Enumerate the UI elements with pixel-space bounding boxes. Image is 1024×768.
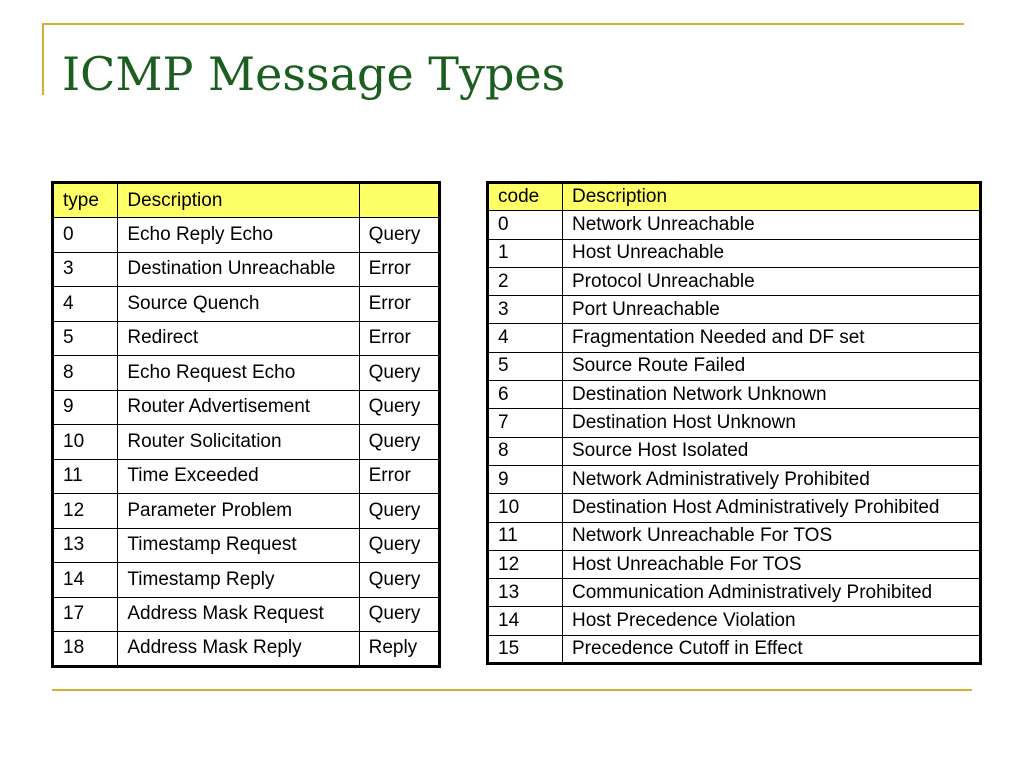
description-cell: Destination Host Administratively Prohibited — [563, 494, 981, 522]
table-row — [488, 494, 981, 522]
code-cell: 14 — [488, 607, 563, 635]
type-cell: 3 — [53, 252, 118, 287]
description-cell: Echo Reply Echo — [118, 218, 359, 253]
table-header-row — [488, 183, 981, 211]
description-cell: Destination Unreachable — [118, 252, 359, 287]
category-cell: Query — [359, 390, 439, 425]
description-cell: Network Unreachable — [563, 211, 981, 239]
description-cell: Source Route Failed — [563, 352, 981, 380]
code-cell: 3 — [488, 296, 563, 324]
description-cell: Communication Administratively Prohibited — [563, 579, 981, 607]
table-row — [488, 352, 981, 380]
type-cell: 0 — [53, 218, 118, 253]
description-cell: Protocol Unreachable — [563, 267, 981, 295]
type-cell: 9 — [53, 390, 118, 425]
column-header-description: Description — [563, 183, 981, 211]
table-row — [488, 465, 981, 493]
type-cell: 13 — [53, 528, 118, 563]
type-cell: 5 — [53, 321, 118, 356]
table-row — [53, 252, 440, 287]
description-cell: Echo Request Echo — [118, 356, 359, 391]
category-cell: Query — [359, 218, 439, 253]
table-row — [53, 321, 440, 356]
description-cell: Router Advertisement — [118, 390, 359, 425]
description-cell: Time Exceeded — [118, 459, 359, 494]
category-cell: Error — [359, 459, 439, 494]
icmp-types-table — [51, 181, 441, 668]
description-cell: Address Mask Request — [118, 597, 359, 632]
type-cell: 12 — [53, 494, 118, 529]
table-row — [53, 390, 440, 425]
code-cell: 11 — [488, 522, 563, 550]
top-divider — [42, 23, 964, 25]
category-cell: Error — [359, 287, 439, 322]
column-header-description: Description — [118, 183, 359, 218]
description-cell: Host Precedence Violation — [563, 607, 981, 635]
category-cell: Query — [359, 597, 439, 632]
category-cell: Query — [359, 494, 439, 529]
column-header-category — [359, 183, 439, 218]
table-row — [53, 563, 440, 598]
table-row — [488, 324, 981, 352]
description-cell: Address Mask Reply — [118, 632, 359, 667]
description-cell: Network Administratively Prohibited — [563, 465, 981, 493]
table-header-row — [53, 183, 440, 218]
category-cell: Query — [359, 356, 439, 391]
icmp-codes-table — [486, 181, 982, 665]
description-cell: Redirect — [118, 321, 359, 356]
table-row — [53, 425, 440, 460]
table-row — [53, 494, 440, 529]
type-cell: 10 — [53, 425, 118, 460]
code-cell: 4 — [488, 324, 563, 352]
category-cell: Query — [359, 425, 439, 460]
description-cell: Source Quench — [118, 287, 359, 322]
description-cell: Host Unreachable — [563, 239, 981, 267]
table-row — [488, 239, 981, 267]
code-cell: 7 — [488, 409, 563, 437]
description-cell: Destination Host Unknown — [563, 409, 981, 437]
code-cell: 1 — [488, 239, 563, 267]
type-cell: 17 — [53, 597, 118, 632]
type-cell: 4 — [53, 287, 118, 322]
table-row — [488, 267, 981, 295]
code-cell: 12 — [488, 550, 563, 578]
table-row — [488, 381, 981, 409]
code-cell: 5 — [488, 352, 563, 380]
description-cell: Network Unreachable For TOS — [563, 522, 981, 550]
category-cell: Error — [359, 321, 439, 356]
table-row — [53, 218, 440, 253]
table-row — [488, 550, 981, 578]
category-cell: Error — [359, 252, 439, 287]
table-row — [488, 437, 981, 465]
icmp-codes-body — [488, 211, 981, 664]
description-cell: Fragmentation Needed and DF set — [563, 324, 981, 352]
table-row — [488, 522, 981, 550]
code-cell: 9 — [488, 465, 563, 493]
type-cell: 18 — [53, 632, 118, 667]
code-cell: 6 — [488, 381, 563, 409]
column-header-type: type — [53, 183, 118, 218]
table-row — [488, 635, 981, 663]
code-cell: 15 — [488, 635, 563, 663]
page-title: ICMP Message Types — [62, 47, 566, 101]
table-row — [53, 632, 440, 667]
description-cell: Timestamp Reply — [118, 563, 359, 598]
type-cell: 11 — [53, 459, 118, 494]
description-cell: Timestamp Request — [118, 528, 359, 563]
column-header-code: code — [488, 183, 563, 211]
table-row — [488, 211, 981, 239]
table-row — [53, 597, 440, 632]
category-cell: Query — [359, 563, 439, 598]
description-cell: Port Unreachable — [563, 296, 981, 324]
code-cell: 13 — [488, 579, 563, 607]
description-cell: Precedence Cutoff in Effect — [563, 635, 981, 663]
left-divider — [42, 23, 44, 95]
table-row — [488, 607, 981, 635]
table-row — [488, 579, 981, 607]
description-cell: Host Unreachable For TOS — [563, 550, 981, 578]
code-cell: 0 — [488, 211, 563, 239]
code-cell: 2 — [488, 267, 563, 295]
code-cell: 10 — [488, 494, 563, 522]
table-row — [53, 528, 440, 563]
code-cell: 8 — [488, 437, 563, 465]
description-cell: Router Solicitation — [118, 425, 359, 460]
table-row — [488, 296, 981, 324]
category-cell: Query — [359, 528, 439, 563]
table-row — [53, 459, 440, 494]
icmp-types-body — [53, 218, 440, 667]
table-row — [53, 287, 440, 322]
bottom-divider — [52, 689, 972, 691]
type-cell: 8 — [53, 356, 118, 391]
description-cell: Destination Network Unknown — [563, 381, 981, 409]
type-cell: 14 — [53, 563, 118, 598]
description-cell: Source Host Isolated — [563, 437, 981, 465]
table-row — [488, 409, 981, 437]
category-cell: Reply — [359, 632, 439, 667]
table-row — [53, 356, 440, 391]
description-cell: Parameter Problem — [118, 494, 359, 529]
